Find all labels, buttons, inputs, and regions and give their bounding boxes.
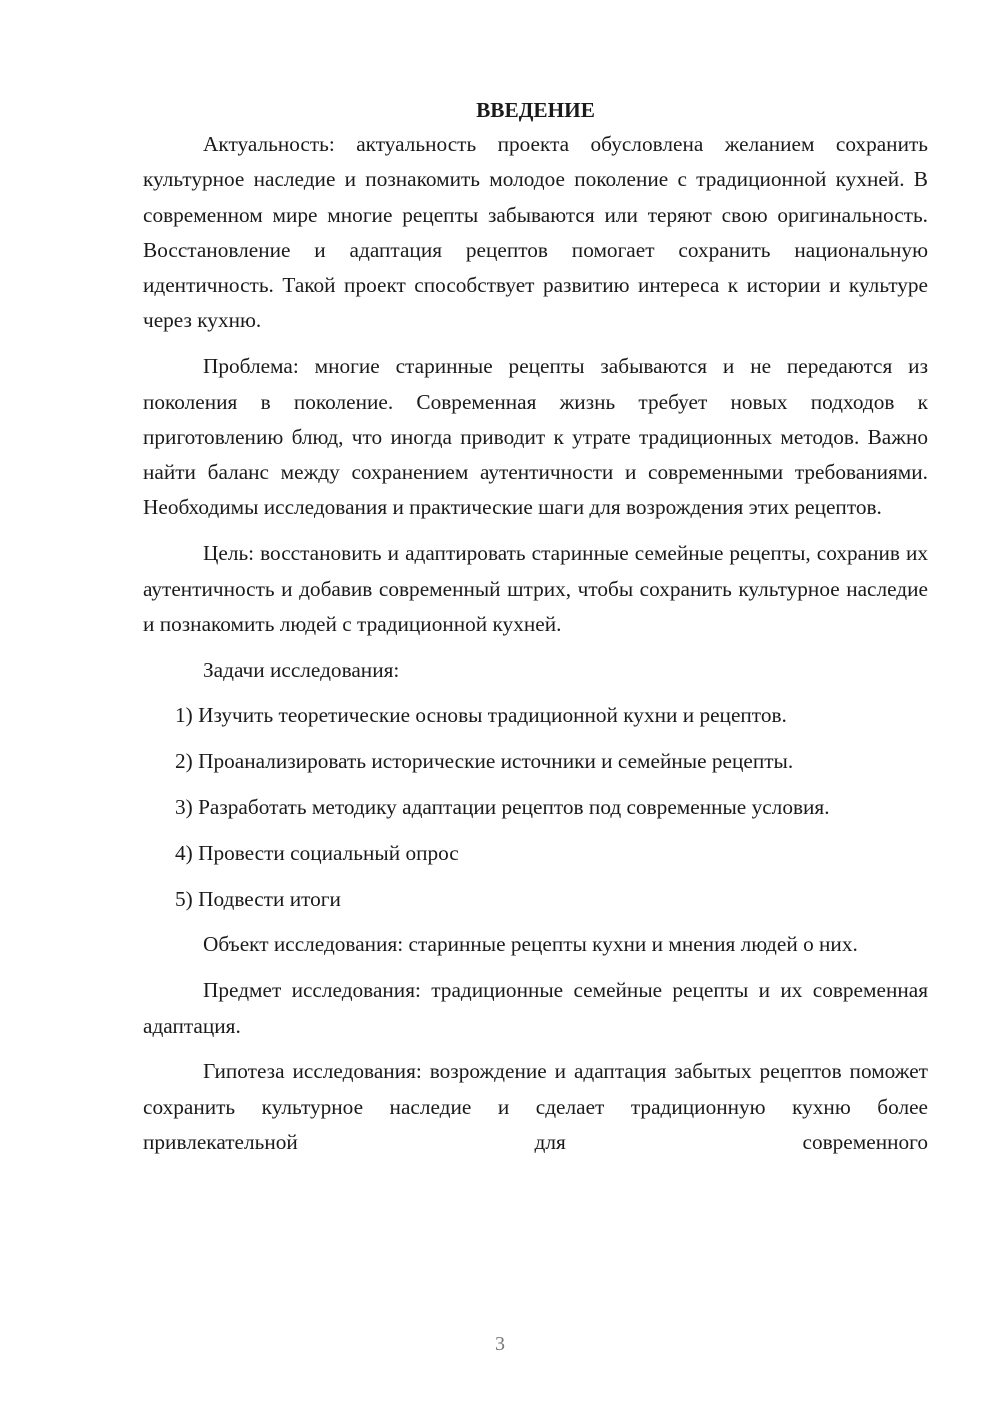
task-item-4: 4) Провести социальный опрос: [175, 840, 459, 865]
section-title: ВВЕДЕНИЕ: [476, 98, 595, 122]
page-number: 3: [495, 1333, 505, 1355]
paragraph-hypothesis: Гипотеза исследования: возрождение и адаптация забытых рецептов поможет сохранить культурное наследие и сделает традиционную кухню более привлекательной для современного: [143, 1059, 928, 1154]
task-item-3: 3) Разработать методику адаптации рецептов под современные условия.: [175, 795, 830, 820]
task-item-2: 2) Проанализировать исторические источники и семейные рецепты.: [175, 749, 794, 774]
paragraph-relevance: Актуальность: актуальность проекта обусловлена желанием сохранить культурное наследие и познакомить молодое поколение с традиционной кухней. В современном мире многие рецепты забываются или теряют свою оригинальность. Восстановление и адаптация рецептов помогает сохранить национальную идентичность. Такой проект способствует развитию интереса к истории и культуре через кухню.: [143, 132, 928, 333]
paragraph-subject: Предмет исследования: традиционные семейные рецепты и их современная адаптация.: [143, 978, 928, 1038]
paragraph-object: Объект исследования: старинные рецепты кухни и мнения людей о них.: [203, 932, 858, 957]
paragraph-problem: Проблема: многие старинные рецепты забываются и не передаются из поколения в поколение. Современная жизнь требует новых подходов к приготовлению блюд, что иногда приводит к утрате традиционных методов. Важно найти баланс между сохранением аутентичности и современными требованиями. Необходимы исследования и практические шаги для возрождения этих рецептов.: [143, 354, 928, 520]
task-item-5: 5) Подвести итоги: [175, 886, 341, 911]
document-page: [143, 95, 928, 1171]
paragraph-goal: Цель: восстановить и адаптировать старинные семейные рецепты, сохранив их аутентичность и добавив современный штрих, чтобы сохранить культурное наследие и познакомить людей с традиционной кухней.: [143, 541, 928, 636]
tasks-heading: Задачи исследования:: [203, 657, 400, 682]
task-item-1: 1) Изучить теоретические основы традиционной кухни и рецептов.: [175, 703, 787, 728]
